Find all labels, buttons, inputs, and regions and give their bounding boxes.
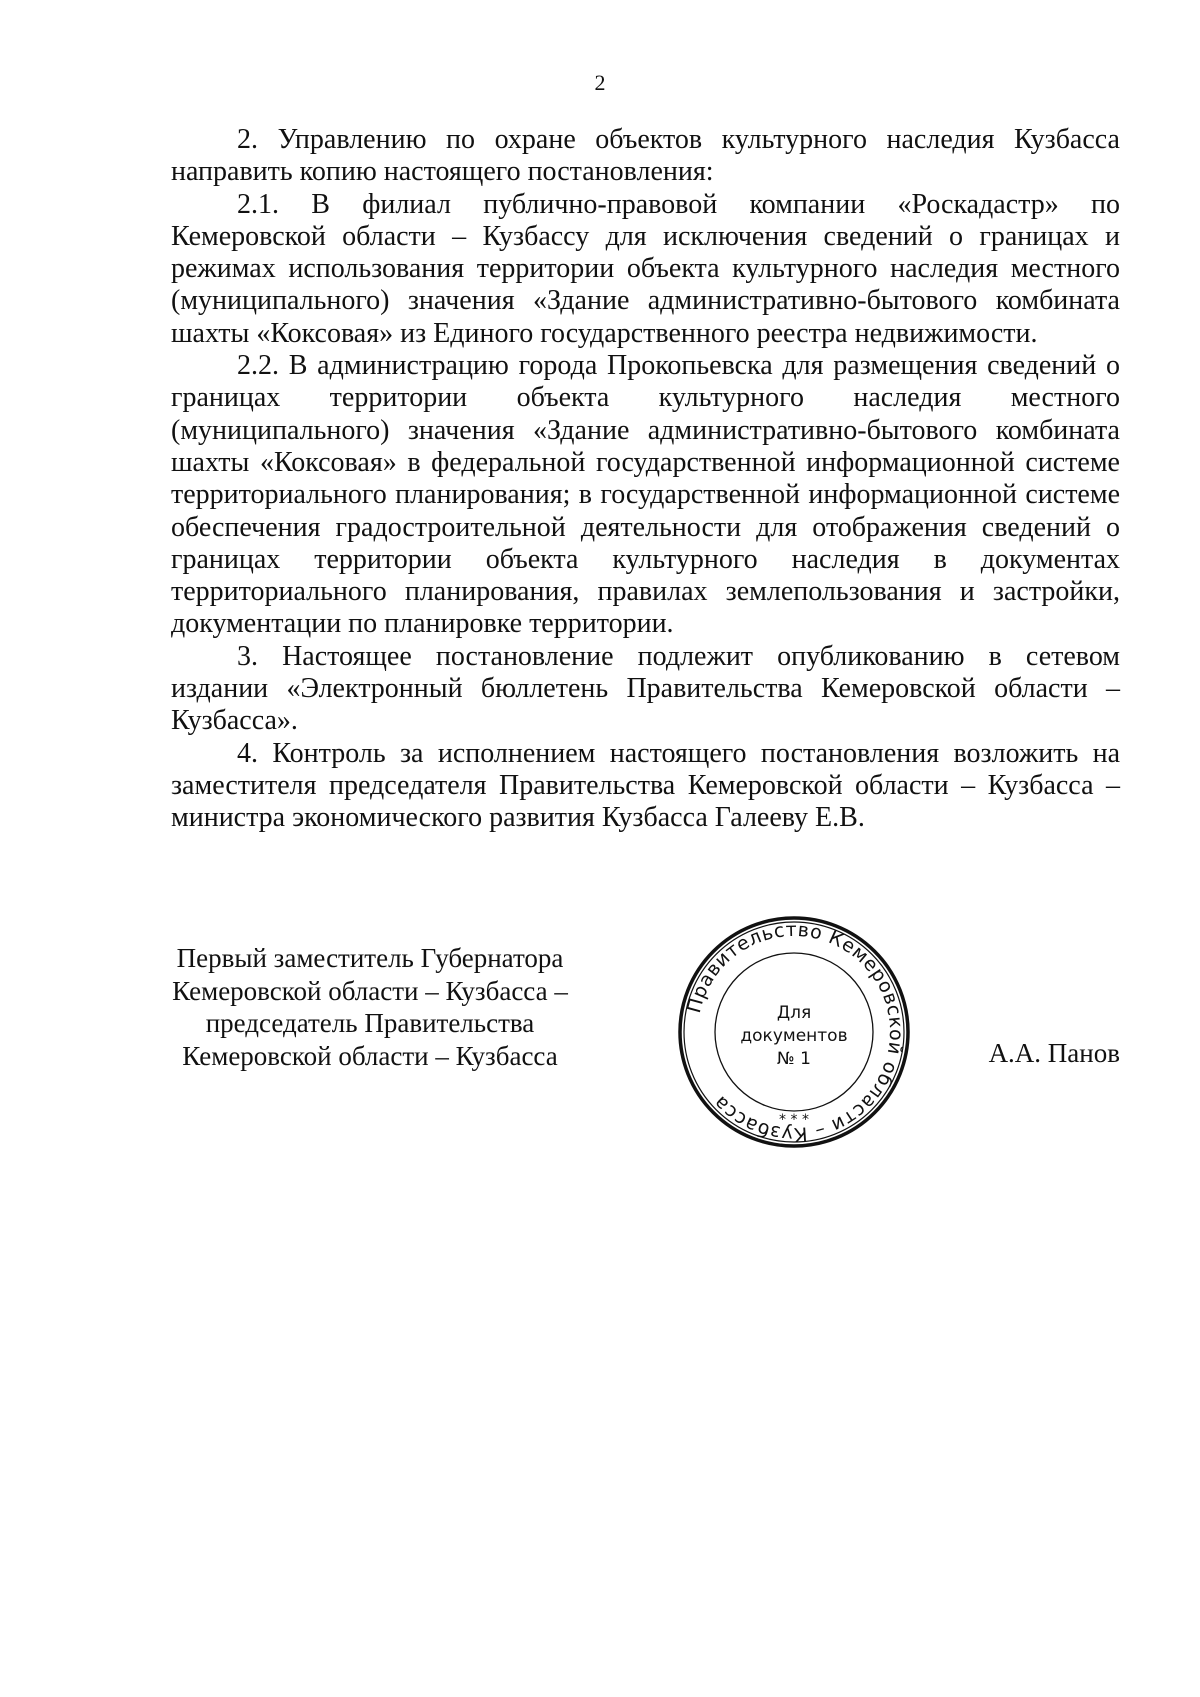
stamp-center-line: № 1: [777, 1049, 811, 1069]
signatory-title-line: Кемеровской области – Кузбасса: [182, 1040, 558, 1071]
signatory-title-line: Первый заместитель Губернатора: [176, 943, 564, 973]
paragraph-4: 4. Контроль за исполнением настоящего постановления возложить на заместителя председателя Правительства Кемеровской области – Кузбасса – министра экономического развития Кузбасса Галееву Е.В.: [171, 737, 1120, 834]
stamp-center-line: Для: [776, 1003, 812, 1023]
signatory-name: А.А. Панов: [988, 1038, 1120, 1068]
paragraph-3: 3. Настоящее постановление подлежит опубликованию в сетевом издании «Электронный бюллетень Правительства Кемеровской области – Кузбасса».: [171, 640, 1120, 737]
signatory-title: [160, 942, 580, 1072]
page-number: 2: [594, 70, 606, 95]
signatory-title-line: Кемеровской области – Кузбасса –: [172, 975, 568, 1006]
paragraph-2-2: 2.2. В администрацию города Прокопьевска для размещения сведений о границах территории объекта культурного наследия местного (муниципального) значения «Здание административно-бытового комбината шахты «Коксовая» в федеральной государственной информационной системе территориального планирования; в государственной информационной системе обеспечения градостроительной деятельности для отображения сведений о границах территории объекта культурного наследия в документах территориального планирования, правилах землепользования и застройки, документации по планировке территории.: [171, 350, 1120, 640]
stamp-ring-text: Правительство Кемеровской области – Кузбасса: [682, 918, 908, 1146]
signatory-title-line: председатель Правительства: [205, 1008, 535, 1038]
stamp-center-line: документов: [740, 1026, 848, 1046]
paragraph-2-1: 2.1. В филиал публично-правовой компании «Роскадастр» по Кемеровской области – Кузбассу для исключения сведений о границах и режимах использования территории объекта культурного наследия местного (муниципального) значения «Здание административно-бытового комбината шахты «Коксовая» из Единого государственного реестра недвижимости.: [171, 188, 1120, 349]
stamp-stars: * * *: [779, 1112, 809, 1128]
paragraph-2: 2. Управлению по охране объектов культурного наследия Кузбасса направить копию настоящего постановления:: [171, 124, 1120, 188]
official-stamp: [676, 914, 912, 1150]
document-body: [171, 124, 1120, 835]
